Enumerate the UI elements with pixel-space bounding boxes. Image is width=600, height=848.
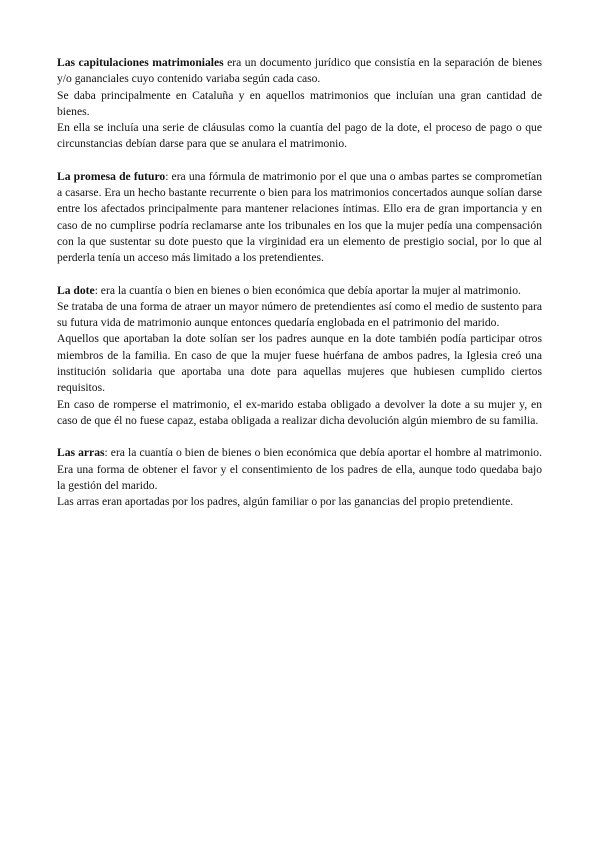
term-promesa: La promesa de futuro <box>57 169 166 183</box>
section-dote <box>57 283 542 430</box>
paragraph: Se trataba de una forma de atraer un mayor número de pretendientes así como el medio de sustento para su futura vida de matrimonio aunque entonces quedaría englobada en el patrimonio del marido. <box>57 299 542 330</box>
paragraph <box>57 283 542 299</box>
paragraph: Aquellos que aportaban la dote solían ser los padres aunque en la dote también podía participar otros miembros de la familia. En caso de que la mujer fuese huérfana de ambos padres, la Iglesia creó una institución solidaria que aportaba una dote para aquellas mujeres que hubiesen cumplido ciertos requisitos. <box>57 332 542 395</box>
paragraph: En caso de romperse el matrimonio, el ex-marido estaba obligado a devolver la dote a su mujer y, en caso de que él no fuese capaz, estaba obligada a realizar dicha devolución algún miembro de su familia. <box>57 397 542 427</box>
definition-text: : era una fórmula de matrimonio por el que una o ambas partes se comprometían a casarse. Era un hecho bastante recurrente o bien para los matrimonios concertados aunque solían darse entre los afectados principalmente para mantener relaciones íntimas. Ello era de gran importancia y en caso de no cumplirse podría reclamarse ante los tribunales en los que la mujer pedía una compensación con la que sustentar su dote puesto que la virginidad era un elemento de prestigio social, por lo que al perderla tenía un acceso más limitado a los pretendientes. <box>57 169 542 265</box>
section-promesa <box>57 169 542 267</box>
document-page <box>57 55 542 526</box>
paragraph <box>57 55 542 88</box>
definition-text: era un documento jurídico que consistía en la separación de bienes y/o gananciales cuyo contenido variaba según cada caso. <box>57 56 542 86</box>
paragraph: Las arras eran aportadas por los padres, algún familiar o por las ganancias del propio pretendiente. <box>57 495 514 509</box>
term-capitulaciones: Las capitulaciones matrimoniales <box>57 56 224 69</box>
paragraph: Se daba principalmente en Cataluña y en aquellos matrimonios que incluían una gran cantidad de bienes. <box>57 88 542 118</box>
section-capitulaciones <box>57 55 542 153</box>
paragraph: En ella se incluía una serie de cláusulas como la cuantía del pago de la dote, el proceso de pago o que circunstancias debían darse para que se anulara el matrimonio. <box>57 121 542 151</box>
paragraph <box>57 445 542 494</box>
definition-text: : era la cuantía o bien en bienes o bien económica que debía aportar la mujer al matrimonio. <box>94 283 521 297</box>
definition-text: : era la cuantía o bien de bienes o bien económica que debía aportar el hombre al matrimonio. Era una forma de obtener el favor y el consentimiento de los padres de ella, aunque todo quedaba bajo la gestión del marido. <box>57 446 542 492</box>
term-arras: Las arras <box>57 446 105 460</box>
term-dote: La dote <box>57 283 95 297</box>
section-arras <box>57 445 542 510</box>
paragraph <box>57 169 542 267</box>
